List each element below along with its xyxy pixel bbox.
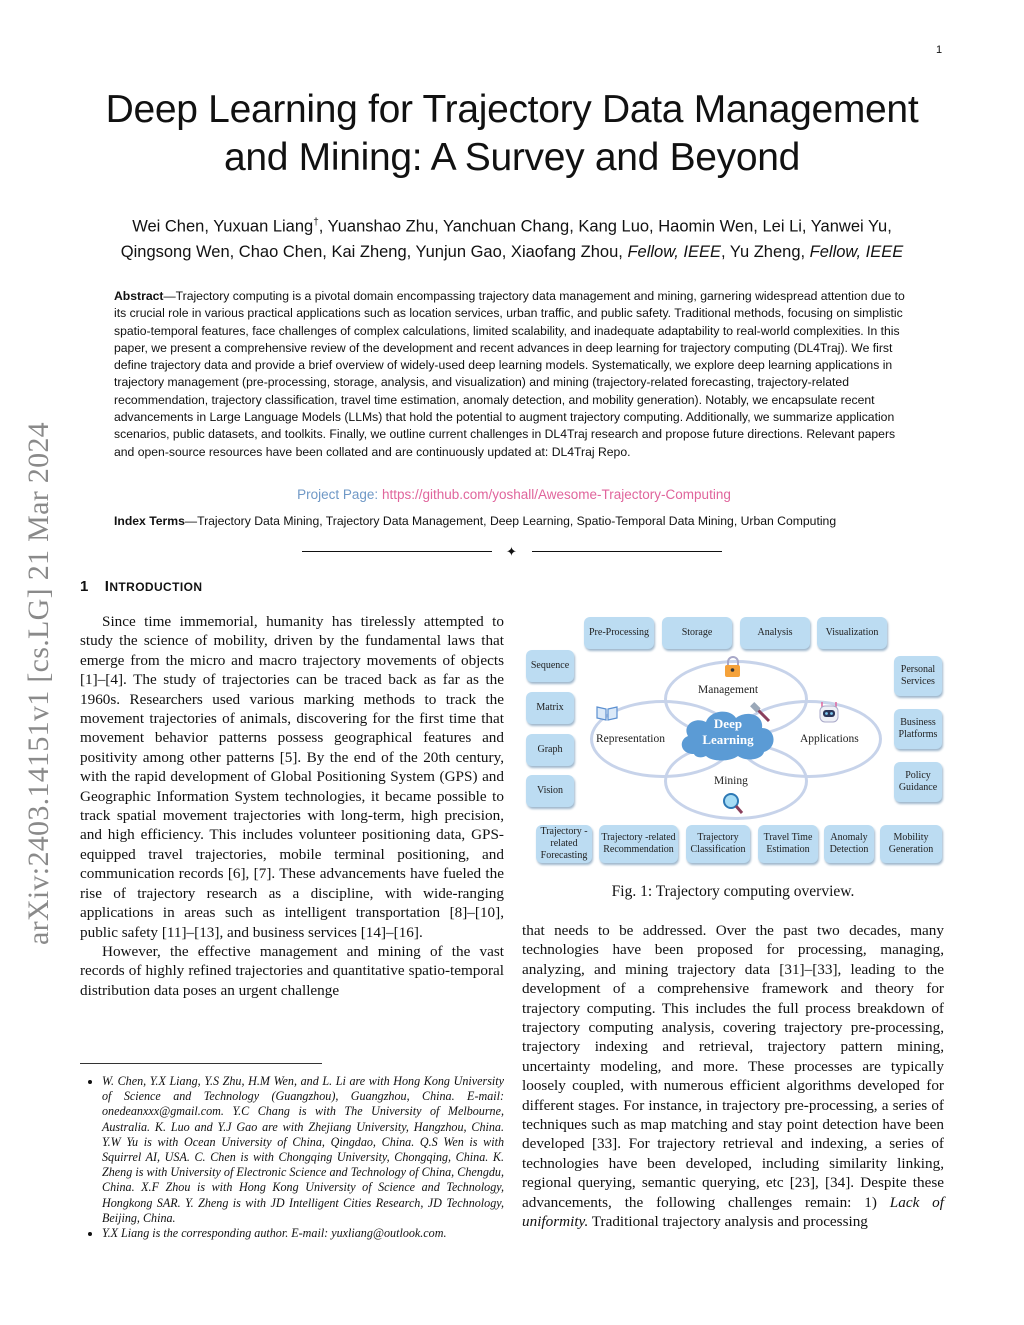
project-page-label: Project Page: (297, 487, 382, 502)
section-heading (80, 578, 202, 595)
authors-line1-b: , Yuanshao Zhu, Yanchuan Chang, Kang Luo, Haomin Wen, Lei Li, Yanwei Yu, (318, 217, 892, 236)
abstract-label: Abstract (114, 289, 164, 303)
label-applications: Applications (800, 733, 859, 745)
section-separator (302, 546, 722, 558)
paragraph: However, the effective management and mining of the vast records of highly refined trajectories and quantitative spatio-temporal distribution data poses an urgent challenge (80, 942, 504, 999)
robot-icon (818, 700, 840, 724)
fellow-title: Fellow, IEEE (627, 242, 721, 261)
magnifier-icon (722, 792, 744, 816)
footnote-rule (80, 1063, 322, 1064)
dagger-mark: † (313, 217, 319, 228)
box-anomaly-detection: Anomaly Detection (824, 825, 874, 863)
book-icon (595, 704, 619, 722)
index-terms-text: —Trajectory Data Mining, Trajectory Data Management, Deep Learning, Spatio-Temporal Data Mining, Urban Computing (184, 514, 837, 528)
project-page (114, 487, 914, 502)
page-number: 1 (936, 44, 943, 56)
right-column (522, 921, 944, 1232)
box-business-platforms: Business Platforms (894, 709, 942, 749)
box-visualization: Visualization (817, 617, 887, 649)
authors-line1-a: Wei Chen, Yuxuan Liang (132, 217, 314, 236)
box-forecasting: Trajectory -related Forecasting (536, 825, 592, 863)
box-analysis: Analysis (740, 617, 810, 649)
box-graph: Graph (526, 734, 574, 766)
lock-icon (723, 656, 743, 678)
box-recommendation: Trajectory -related Recommendation (599, 825, 678, 863)
box-policy-guidance: Policy Guidance (894, 762, 942, 802)
section-number: 1 (80, 578, 89, 595)
center-label-line2: Learning (702, 732, 754, 747)
label-representation: Representation (596, 733, 665, 745)
center-label-line1: Deep (713, 716, 743, 731)
box-vision: Vision (526, 775, 574, 807)
abstract (114, 288, 914, 461)
emphasis-text: Lack of uniformity. (522, 1193, 944, 1231)
title-line-1: Deep Learning for Trajectory Data Management (105, 88, 919, 131)
separator-line (532, 551, 722, 552)
left-column (80, 612, 504, 1000)
center-label (676, 716, 780, 748)
box-sequence: Sequence (526, 650, 574, 682)
paragraph (522, 921, 944, 1232)
arxiv-stamp[interactable]: arXiv:2403.14151v1 [cs.LG] 21 Mar 2024 (22, 422, 55, 945)
section-title-rest: NTRODUCTION (109, 580, 203, 594)
paragraph: Since time immemorial, humanity has tirelessly attempted to study the science of mobility, driven by the fundamental laws that emerge from the micro and macro trajectory movements of objects [1]–[4]. The study of trajectories can be traced back as far as the 1960s. Researchers used various marking methods to track the movement trajectories of animals, discovering for the first time that movement behavior patterns possess geographical features and positivity among other patterns [5]. By the end of the 20th century, with the rapid development of Global Positioning System (GPS) and Geographic Information System technologies, it became possible to track spatial movement trajectories with long-term, high precision, and high efficiency. This includes volunteer positioning data, GPS-equipped travel trajectories, mobile terminal positioning, and communication records [6], [7]. These advancements have fueled the rise of trajectory research as a discipline, with wide-ranging applications in areas such as intelligent transportation [8]–[10], public safety [11]–[13], and business services [14]–[16]. (80, 613, 504, 941)
paper-title (60, 86, 964, 182)
index-terms-label: Index Terms (114, 514, 185, 528)
box-storage: Storage (662, 617, 732, 649)
section-title-initial: I (104, 578, 110, 595)
footnote-item: • W. Chen, Y.X Liang, Y.S Zhu, H.M Wen, and L. Li are with Hong Kong University of Science and Technology (Guangzhou), Guangzhou, China. E-mail: onedeanxxx@gmail.com. Y.C Chang is with The University of Melbourne, Australia. K. Luo and Y.J Gao are with Zhejiang University, Hangzhou, China. Y.W Yu is with Ocean University of China, Qingdao, China. Q.S Wen is with Squirrel AI, USA. C. Chen is with Chongqing University, Chongqing, China. K. Zheng is with University of Electronic Science and Technology of China, Chengdu, China. X.F Zhou is with Hong Kong University of Science and Technology, Hongkong SAR. Y. Zheng is with JD Intelligent Cities Research, JD Technology, Beijing, China. (102, 1074, 504, 1226)
diamond-icon: ✦ (506, 544, 517, 559)
footnotes (80, 1074, 504, 1241)
project-page-link[interactable]: https://github.com/yoshall/Awesome-Trajectory-Computing (381, 487, 731, 502)
box-mobility-generation: Mobility Generation (880, 825, 942, 863)
paragraph-text: that needs to be addressed. Over the past two decades, many technologies have been proposed for processing, managing, analyzing, and mining trajectory data [31]–[33], leading to the development of a comprehensive framework and theory for trajectory computing. This includes the full process breakdown of trajectory computing analysis, covering trajectory pre-processing, trajectory indexing and retrieval, trajectory pattern mining, uncertainty modeling, and more. These processes are typically loosely coupled, with numerous efficient algorithms developed for different stages. For instance, in trajectory pre-processing, a series of techniques such as map matching and stay point detection have been developed [33]. For trajectory retrieval and indexing, a series of technologies have been developed, including similarity linking, regional querying, semantic querying, etc [23], [34]. Despite these advancements, the following challenges remain: 1) (522, 922, 944, 1211)
box-personal-services: Personal Services (894, 656, 942, 696)
authors-line2-a: Qingsong Wen, Chao Chen, Kai Zheng, Yunjun Gao, Xiaofang Zhou, (120, 242, 628, 261)
abstract-text: —Trajectory computing is a pivotal domain encompassing trajectory data management and mining, garnering widespread attention due to its crucial role in various practical applications such as location services, urban traffic, and public safety. Traditional methods, focusing on simplistic spatio-temporal features, face challenges of complex calculations, limited scalability, and inadequate adaptability to real-world complexities. In this paper, we present a comprehensive review of the development and recent advances in deep learning for trajectory computing (DL4Traj). We first define trajectory data and provide a brief overview of widely-used deep learning models. Systematically, we explore deep learning applications in trajectory management (pre-processing, storage, analysis, and visualization) and mining (trajectory-related forecasting, trajectory-related recommendation, trajectory classification, travel time estimation, anomaly detection, and mobility generation). Notably, we encapsulate recent advancements in Large Language Models (LLMs) that hold the potential to augment trajectory computing. Additionally, we summarize application scenarios, public datasets, and toolkits. Finally, we outline current challenges in DL4Traj research and propose future directions. Relevant papers and open-source resources have been collated and are continuously updated at: DL4Traj Repo. (114, 289, 905, 459)
footnote-item: • Y.X Liang is the corresponding author. E-mail: yuxliang@outlook.com. (102, 1226, 504, 1241)
figure-trajectory-overview (522, 612, 944, 912)
paragraph-text: Traditional trajectory analysis and processing (588, 1213, 868, 1231)
title-line-2: and Mining: A Survey and Beyond (223, 136, 801, 179)
authors-line2-b: , Yu Zheng, (720, 242, 810, 261)
box-travel-time: Travel Time Estimation (758, 825, 818, 863)
box-classification: Trajectory Classification (686, 825, 750, 863)
box-pre-processing: Pre-Processing (584, 617, 654, 649)
figure-caption: Fig. 1: Trajectory computing overview. (611, 883, 855, 900)
separator-line (302, 551, 492, 552)
label-management: Management (698, 684, 759, 696)
author-list (60, 210, 964, 265)
label-mining: Mining (714, 775, 748, 787)
index-terms (114, 514, 914, 528)
box-matrix: Matrix (526, 692, 574, 724)
fellow-title: Fellow, IEEE (809, 242, 904, 261)
